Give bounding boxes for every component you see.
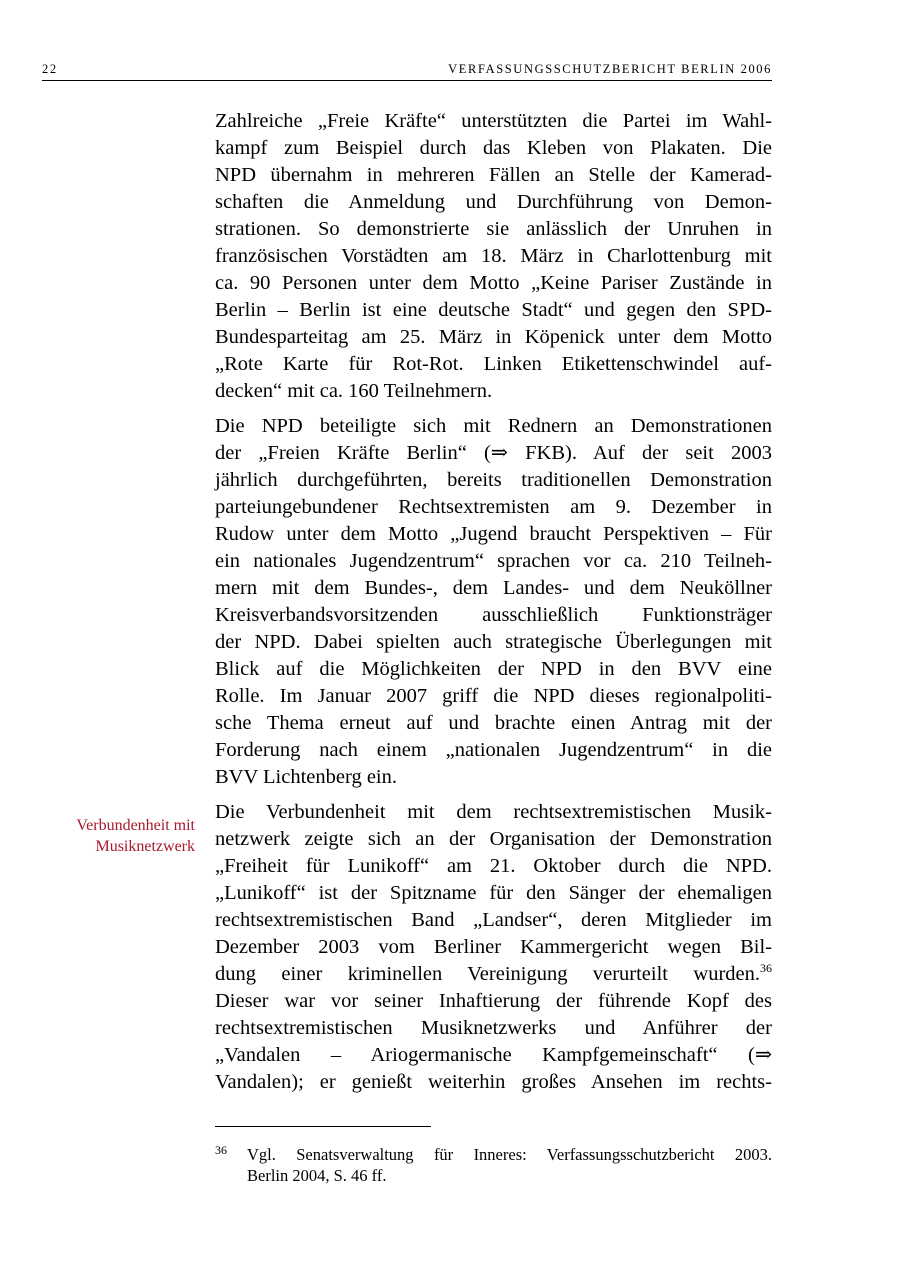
text-line: schaften die Anmeldung und Durchführung von Demon-	[215, 191, 772, 213]
text-line: Vandalen); er genießt weiterhin großes Ansehen im rechts-	[215, 1071, 772, 1093]
text-line: Forderung nach einem „nationalen Jugendzentrum“ in die	[215, 739, 772, 761]
text-line: netzwerk zeigte sich an der Organisation der Demonstration	[215, 828, 772, 850]
text-line: NPD übernahm in mehreren Fällen an Stelle der Kamerad-	[215, 164, 772, 186]
running-title: VERFASSUNGSSCHUTZBERICHT BERLIN 2006	[448, 62, 772, 76]
text-line: Kreisverbandsvorsitzenden ausschließlich Funktionsträger	[215, 604, 772, 626]
footnote-line: Berlin 2004, S. 46 ff.	[247, 1166, 387, 1185]
footnote-reference[interactable]: 36	[760, 961, 772, 975]
text-line: BVV Lichtenberg ein.	[215, 766, 397, 788]
text-line: kampf zum Beispiel durch das Kleben von Plakaten. Die	[215, 137, 772, 159]
footnote-divider	[215, 1126, 431, 1127]
text-line: decken“ mit ca. 160 Teilnehmern.	[215, 380, 493, 402]
text-line: rechtsextremistischen Musiknetzwerks und Anführer der	[215, 1017, 772, 1039]
text-line: ca. 90 Personen unter dem Motto „Keine Pariser Zustände in	[215, 272, 772, 294]
paragraph-2	[215, 413, 772, 791]
text-line: „Rote Karte für Rot-Rot. Linken Etikettenschwindel auf-	[215, 353, 772, 375]
footnote-line: Vgl. Senatsverwaltung für Inneres: Verfassungsschutzbericht 2003.	[247, 1145, 772, 1164]
footnote	[215, 1144, 772, 1186]
text-line-with-footnote	[215, 961, 772, 988]
text-line: französischen Vorstädten am 18. März in Charlottenburg mit	[215, 245, 772, 267]
text-line: sche Thema erneut auf und brachte einen Antrag mit der	[215, 712, 772, 734]
margin-note	[25, 815, 195, 857]
text-line: Dieser war vor seiner Inhaftierung der führende Kopf des	[215, 990, 772, 1012]
page-number: 22	[42, 62, 58, 76]
margin-note-line: Verbundenheit mit	[76, 817, 195, 834]
running-header	[42, 62, 772, 81]
text-line: Die NPD beteiligte sich mit Rednern an Demonstrationen	[215, 415, 772, 437]
text-line: Zahlreiche „Freie Kräfte“ unterstützten die Partei im Wahl-	[215, 110, 772, 132]
text-line: „Vandalen – Ariogermanische Kampfgemeinschaft“ (⇒	[215, 1044, 772, 1066]
footnote-text	[247, 1144, 772, 1186]
text-line: mern mit dem Bundes-, dem Landes- und dem Neuköllner	[215, 577, 772, 599]
text-line: parteiungebundener Rechtsextremisten am 9. Dezember in	[215, 496, 772, 518]
text-line: Rudow unter dem Motto „Jugend braucht Perspektiven – Für	[215, 523, 772, 545]
text-line: der „Freien Kräfte Berlin“ (⇒ FKB). Auf der seit 2003	[215, 442, 772, 464]
text-line: ein nationales Jugendzentrum“ sprachen vor ca. 210 Teilneh-	[215, 550, 772, 572]
text-line: Die Verbundenheit mit dem rechtsextremistischen Musik-	[215, 801, 772, 823]
text-line: strationen. So demonstrierte sie anlässlich der Unruhen in	[215, 218, 772, 240]
paragraph-3	[215, 799, 772, 1096]
text-line: „Lunikoff“ ist der Spitzname für den Sänger der ehemaligen	[215, 882, 772, 904]
text-line: der NPD. Dabei spielten auch strategische Überlegungen mit	[215, 631, 772, 653]
text-line: Bundesparteitag am 25. März in Köpenick unter dem Motto	[215, 326, 772, 348]
text-line: Dezember 2003 vom Berliner Kammergericht wegen Bil-	[215, 936, 772, 958]
text-line: Berlin – Berlin ist eine deutsche Stadt“ und gegen den SPD-	[215, 299, 772, 321]
paragraph-1	[215, 108, 772, 405]
text-line: Blick auf die Möglichkeiten der NPD in den BVV eine	[215, 658, 772, 680]
text-line: Rolle. Im Januar 2007 griff die NPD dieses regionalpoliti-	[215, 685, 772, 707]
text-line: „Freiheit für Lunikoff“ am 21. Oktober durch die NPD.	[215, 855, 772, 877]
body-text	[215, 108, 772, 1104]
text-line: rechtsextremistischen Band „Landser“, deren Mitglieder im	[215, 909, 772, 931]
footnote-number: 36	[215, 1143, 227, 1157]
margin-note-line: Musiknetzwerk	[95, 838, 195, 855]
text-line: jährlich durchgeführten, bereits traditionellen Demonstration	[215, 469, 772, 491]
text-segment: dung einer kriminellen Vereinigung verurteilt wurden.	[215, 963, 760, 985]
